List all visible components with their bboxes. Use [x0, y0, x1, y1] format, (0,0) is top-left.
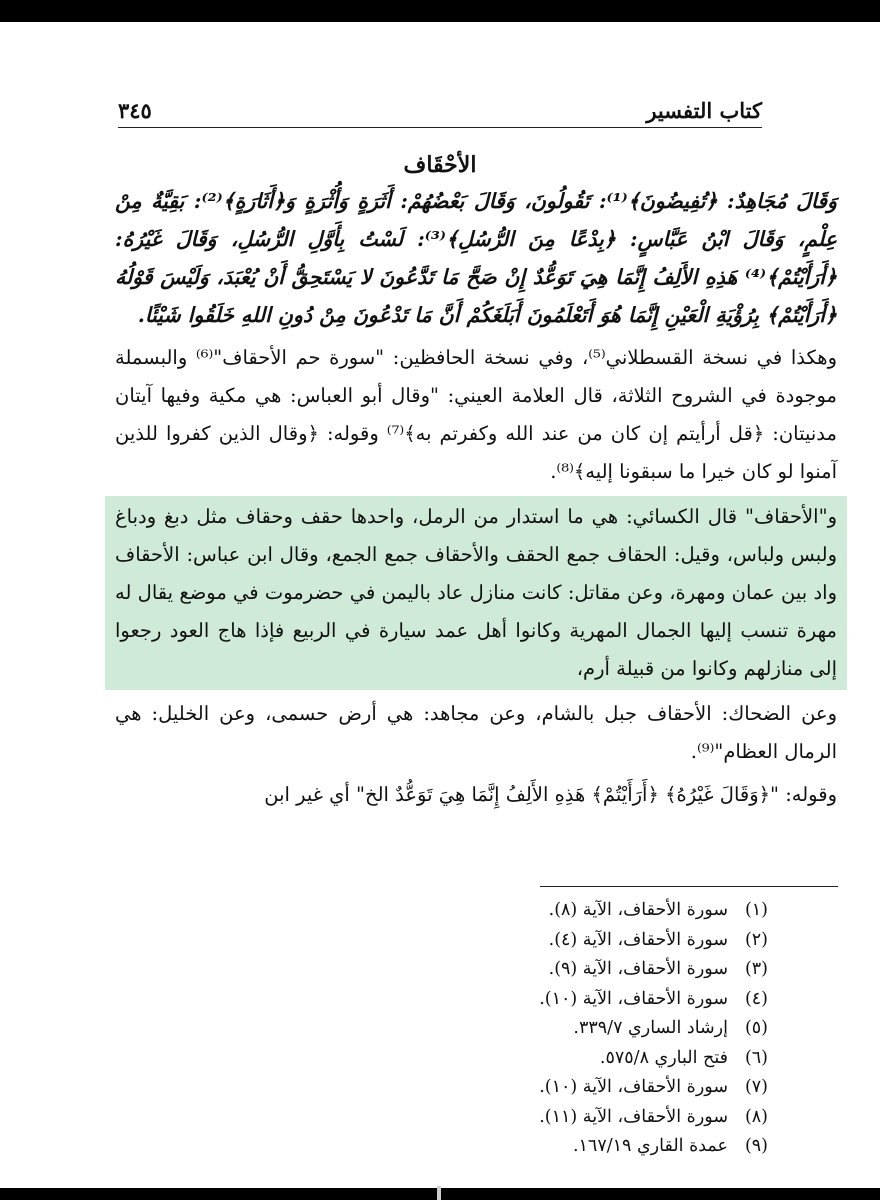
- footnote-item: [539, 1103, 768, 1133]
- page-number: ٣٤٥: [118, 98, 152, 123]
- footnote-item: [539, 1132, 768, 1162]
- main-text: [115, 182, 837, 814]
- paragraph-qastallani: وهكذا في نسخة القسطلاني⁽⁵⁾، وفي نسخة الحافظين: "سورة حم الأحقاف"⁽⁶⁾ والبسملة موجودة في الشروح الثلاثة، قال العلامة العيني: "وقال أبو العباس: هي مكية وفيها آيتان مدنيتان: ﴿قل أرأيتم إن كان من عند الله وكفرتم به﴾⁽⁷⁾ وقوله: ﴿وقال الذين كفروا للذين آمنوا لو كان خيرا ما سبقونا إليه﴾⁽⁸⁾.: [115, 346, 837, 483]
- footnote-item: [539, 1044, 768, 1074]
- footnote-number: (٨): [744, 1106, 768, 1127]
- footnote-number: (٧): [744, 1077, 768, 1097]
- paragraph-quran-commentary: وَقَالَ مُجَاهِدٌ: ﴿تُفِيضُونَ﴾⁽¹⁾: تَقُولُونَ، وَقَالَ بَعْضُهُمْ: أَثَرَةٍ وَأُثْرَةٍ وَ﴿أَثَارَةٍ﴾⁽²⁾: بَقِيَّةٌ مِنْ عِلْمٍ، وَقَالَ ابْنُ عَبَّاسٍ: ﴿بِدْعًا مِنَ الرُّسُلِ﴾⁽³⁾: لَسْتُ بِأَوَّلِ الرُّسُلِ، وَقَالَ غَيْرُهُ: ﴿أَرَأَيْتُمْ﴾⁽⁴⁾ هَذِهِ الأَلِفُ إِنَّمَا هِيَ تَوَعُّدٌ إِنْ صَحَّ مَا تَدَّعُونَ لا يَسْتَحِقُّ أَنْ يُعْبَدَ، وَلَيْسَ قَوْلُهُ ﴿أَرَأَيْتُمْ﴾ بِرُؤْيَةِ الْعَيْنِ إِنَّمَا هُوَ أَتَعْلَمُونَ أَبَلَغَكُمْ أَنَّ مَا تَدْعُونَ مِنْ دُونِ اللهِ خَلَقُوا شَيْئًا.: [115, 189, 837, 327]
- footnote-item: [539, 896, 768, 926]
- footnote-number: (٤): [744, 988, 768, 1009]
- running-header: [118, 88, 762, 128]
- footnote-number: (٩): [744, 1136, 768, 1156]
- footnote-number: (٦): [744, 1047, 768, 1068]
- footnote-number: (٣): [744, 959, 768, 979]
- footnote-item: [539, 985, 768, 1015]
- footnote-item: [539, 955, 768, 985]
- footnote-number: (١): [744, 900, 768, 920]
- footnote-text: سورة الأحقاف، الآية (٤).: [548, 929, 728, 950]
- footnote-text: فتح الباري ٥٧٥/٨.: [599, 1047, 728, 1068]
- footnote-text: سورة الأحقاف، الآية (٨).: [548, 900, 728, 920]
- footnote-text: سورة الأحقاف، الآية (٩).: [548, 959, 728, 979]
- footnote-text: إرشاد الساري ٣٣٩/٧.: [573, 1018, 728, 1038]
- paragraph-dahhak: وعن الضحاك: الأحقاف جبل بالشام، وعن مجاهد: هي أرض حسمى، وعن الخليل: هي الرمال العظام"⁽⁹⁾.: [115, 702, 837, 763]
- footnote-text: سورة الأحقاف، الآية (١٠).: [539, 1077, 728, 1097]
- highlighted-paragraph[interactable]: و"الأحقاف" قال الكسائي: هي ما استدار من الرمل، واحدها حقف وحقاف مثل دبغ ودباغ ولبس ولباس، وقيل: الحقاف جمع الحقف والأحقاف جمع الجمع، وقال ابن عباس: الأحقاف واد بين عمان ومهرة، وعن مقاتل: كانت منازل عاد باليمن في حضرموت في موضع يقال له مهرة تنسب إليها الجمال المهرية وكانوا أهل عمد سيارة في الربيع فإذا هاج العود رجعوا إلى منازلهم وكانوا من قبيلة أرم،: [105, 496, 847, 690]
- footnote-item: [539, 926, 768, 956]
- chapter-heading: الأحْقَاف: [403, 152, 477, 178]
- footnote-item: [539, 1014, 768, 1044]
- footnote-item: [539, 1073, 768, 1103]
- footnote-text: سورة الأحقاف، الآية (١٠).: [539, 988, 728, 1009]
- footnote-number: (٢): [744, 929, 768, 950]
- footnote-separator: [540, 886, 838, 887]
- home-indicator: [437, 1186, 441, 1200]
- book-title: كتاب التفسير: [646, 98, 762, 123]
- paragraph-qawluhu: وقوله: "﴿وَقَالَ غَيْرُهُ﴾ ﴿أَرَأَيْتُمْ﴾ هَذِهِ الأَلِفُ إِنَّمَا هِيَ تَوَعُّدٌ الخ" أي غير ابن: [264, 783, 837, 806]
- footnote-number: (٥): [744, 1018, 768, 1038]
- footnotes-list: [539, 896, 768, 1162]
- footnote-text: سورة الأحقاف، الآية (١١).: [539, 1106, 728, 1127]
- footnote-text: عمدة القاري ١٦٧/١٩.: [572, 1136, 728, 1156]
